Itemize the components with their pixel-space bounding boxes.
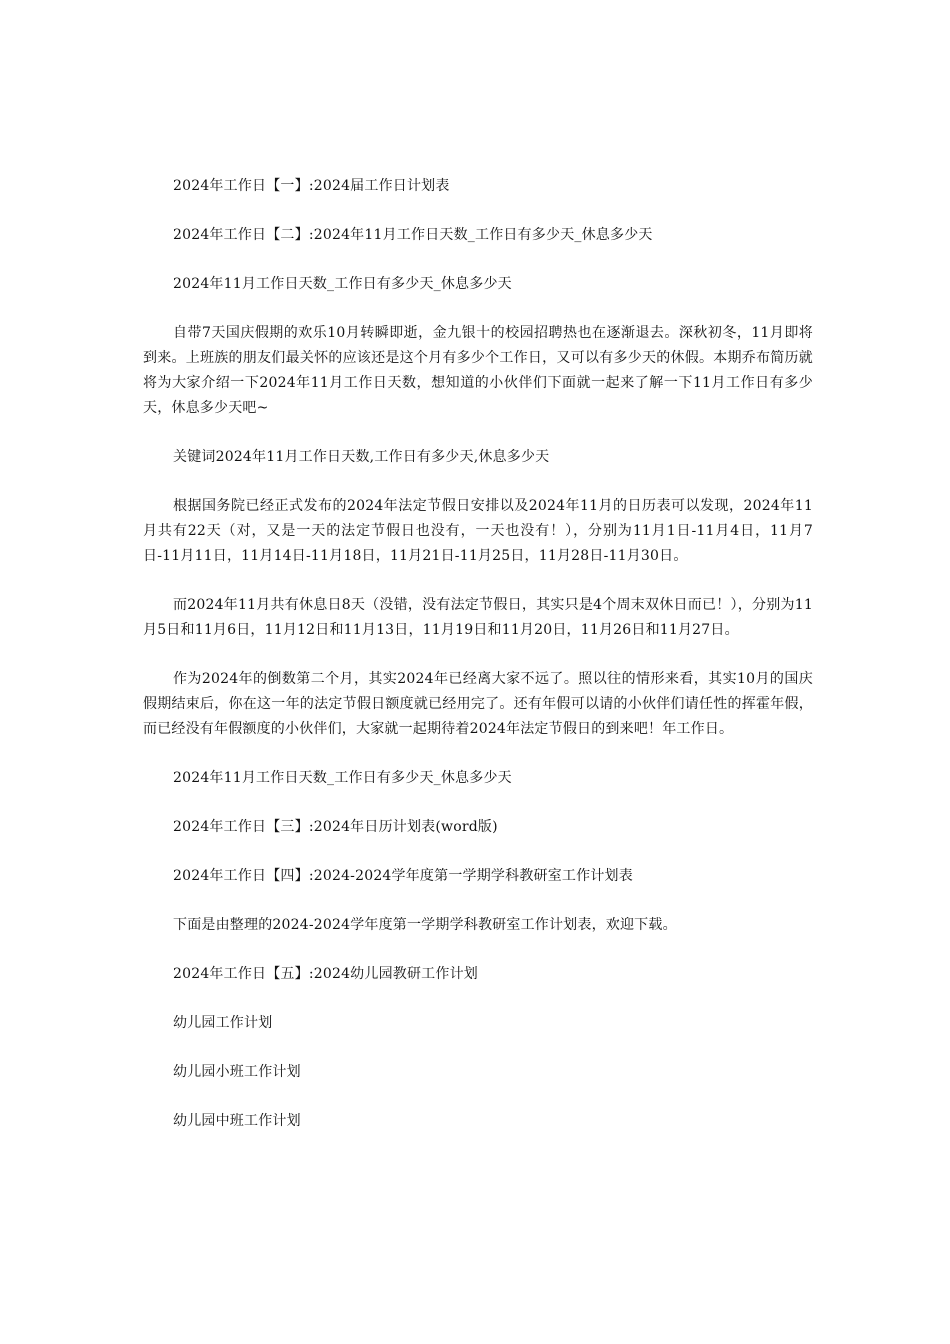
workdays-paragraph: 根据国务院已经正式发布的2024年法定节假日安排以及2024年11月的日历表可以发现，2024年11月共有22天（对，又是一天的法定节假日也没有，一天也没有！），分别为11月1日-11月4日，11月7日-11月11日，11月14日-11月18日，11月21日-11月25日，11月28日-11月30日。 [143,498,813,564]
intro-paragraph: 自带7天国庆假期的欢乐10月转瞬即逝，金九银十的校园招聘热也在逐渐退去。深秋初冬，11月即将到来。上班族的朋友们最关怀的应该还是这个月有多少个工作日，又可以有多少天的休假。本期乔布简历就将为大家介绍一下2024年11月工作日天数，想知道的小伙伴们下面就一起来了解一下11月工作日有多少天，休息多少天吧~ [143,325,813,416]
article-title-repeat: 2024年11月工作日天数_工作日有多少天_休息多少天 [173,770,512,786]
heading-workday-five: 2024年工作日【五】:2024幼儿园教研工作计划 [173,966,478,982]
closing-paragraph: 作为2024年的倒数第二个月，其实2024年已经离大家不远了。照以往的情形来看，其实10月的国庆假期结束后，你在这一年的法定节假日额度就已经用完了。还有年假可以请的小伙伴们请任性的挥霍年假，而已经没有年假额度的小伙伴们，大家就一起期待着2024年法定节假日的到来吧！年工作日。 [143,671,813,737]
keywords-line: 关键词2024年11月工作日天数,工作日有多少天,休息多少天 [173,449,550,465]
document-body [143,174,813,1158]
restdays-paragraph: 而2024年11月共有休息日8天（没错，没有法定节假日，其实只是4个周末双休日而已！），分别为11月5日和11月6日，11月12日和11月13日，11月19日和11月20日，11月26日和11月27日。 [143,597,813,638]
article-title: 2024年11月工作日天数_工作日有多少天_休息多少天 [173,276,512,292]
heading-workday-one: 2024年工作日【一】:2024届工作日计划表 [173,178,450,194]
heading-workday-three: 2024年工作日【三】:2024年日历计划表(word版) [173,819,498,835]
download-note: 下面是由整理的2024-2024学年度第一学期学科教研室工作计划表，欢迎下载。 [173,917,677,933]
kindergarten-plan: 幼儿园工作计划 [173,1015,273,1031]
heading-workday-four: 2024年工作日【四】:2024-2024学年度第一学期学科教研室工作计划表 [173,868,633,884]
heading-workday-two: 2024年工作日【二】:2024年11月工作日天数_工作日有多少天_休息多少天 [173,227,653,243]
kindergarten-middle-class-plan: 幼儿园中班工作计划 [173,1113,301,1129]
kindergarten-small-class-plan: 幼儿园小班工作计划 [173,1064,301,1080]
